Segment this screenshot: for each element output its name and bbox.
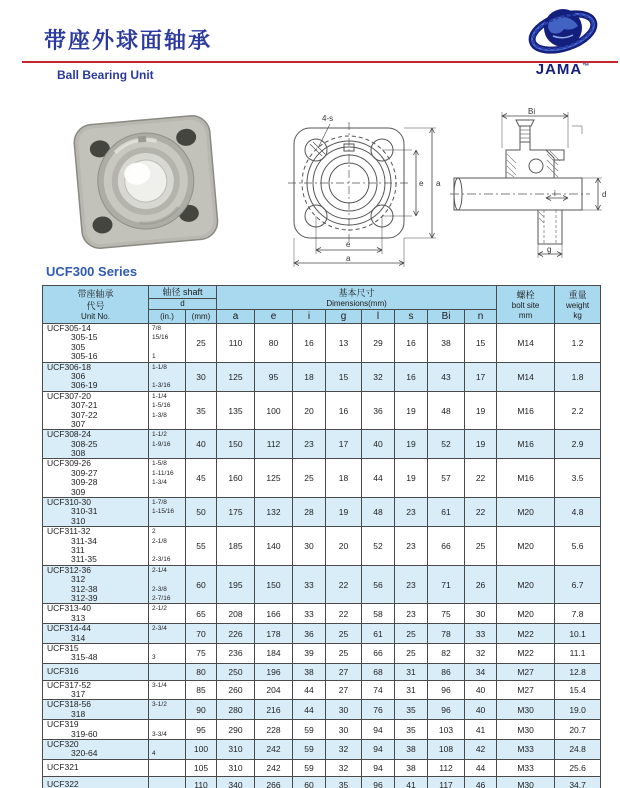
dim-g-cell: 30 bbox=[326, 700, 362, 720]
shaft-mm-cell: 30 bbox=[186, 362, 217, 391]
table-row bbox=[43, 604, 601, 624]
shaft-in-cell: 1-1/2 1-9/16 bbox=[149, 430, 186, 459]
globe-logo-icon bbox=[527, 2, 599, 60]
dim-Bi-cell: 38 bbox=[428, 324, 465, 363]
bolt-size-cell: M22 bbox=[497, 643, 555, 663]
shaft-in-cell: 1-1/4 1-5/16 1-3/8 bbox=[149, 391, 186, 430]
unit-no-cell: UCF306-18 306 306-19 bbox=[43, 362, 149, 391]
col-header-g: g bbox=[326, 310, 362, 324]
shaft-mm-cell: 60 bbox=[186, 565, 217, 604]
shaft-mm-cell: 80 bbox=[186, 663, 217, 680]
dim-a-cell: 185 bbox=[217, 527, 255, 566]
dim-Bi-cell: 96 bbox=[428, 680, 465, 700]
dim-Bi-cell: 71 bbox=[428, 565, 465, 604]
dim-e-cell: 216 bbox=[255, 700, 293, 720]
col-header-i: i bbox=[293, 310, 326, 324]
dim-e-cell: 80 bbox=[255, 324, 293, 363]
dim-g-cell: 25 bbox=[326, 624, 362, 644]
dim-g-cell: 27 bbox=[326, 680, 362, 700]
bolt-size-cell: M30 bbox=[497, 720, 555, 740]
weight-cell: 24.8 bbox=[555, 740, 601, 760]
col-header-s: s bbox=[395, 310, 428, 324]
shaft-in-cell: 3 bbox=[149, 643, 186, 663]
dim-s-cell: 19 bbox=[395, 459, 428, 498]
dim-g-cell: 27 bbox=[326, 663, 362, 680]
dim-a-cell: 160 bbox=[217, 459, 255, 498]
dim-s-cell: 31 bbox=[395, 663, 428, 680]
dim-a-cell: 260 bbox=[217, 680, 255, 700]
dim-s-cell: 19 bbox=[395, 391, 428, 430]
col-header-bolt: 螺栓 bolt site mm bbox=[497, 286, 555, 324]
shaft-mm-cell: 90 bbox=[186, 700, 217, 720]
dim-s-cell: 25 bbox=[395, 624, 428, 644]
dim-s-cell: 31 bbox=[395, 680, 428, 700]
dim-a-cell: 150 bbox=[217, 430, 255, 459]
dim-Bi-cell: 78 bbox=[428, 624, 465, 644]
dim-i-cell: 33 bbox=[293, 604, 326, 624]
dim-l-cell: 36 bbox=[362, 391, 395, 430]
dim-l-cell: 52 bbox=[362, 527, 395, 566]
section-view-drawing bbox=[450, 106, 612, 268]
dim-n-cell: 44 bbox=[465, 759, 497, 776]
section-dim-i: i bbox=[554, 189, 556, 198]
weight-cell: 34.7 bbox=[555, 776, 601, 788]
bolt-size-cell: M14 bbox=[497, 362, 555, 391]
dim-s-cell: 16 bbox=[395, 324, 428, 363]
dim-e-cell: 184 bbox=[255, 643, 293, 663]
dim-g-cell: 32 bbox=[326, 759, 362, 776]
dim-i-cell: 59 bbox=[293, 720, 326, 740]
shaft-in-cell: 3-1/4 bbox=[149, 680, 186, 700]
dim-Bi-cell: 82 bbox=[428, 643, 465, 663]
unit-no-cell: UCF312-36 312 312-38 312-39 bbox=[43, 565, 149, 604]
dim-i-cell: 44 bbox=[293, 680, 326, 700]
dim-Bi-cell: 108 bbox=[428, 740, 465, 760]
dim-a-cell: 135 bbox=[217, 391, 255, 430]
dim-Bi-cell: 96 bbox=[428, 700, 465, 720]
dim-l-cell: 76 bbox=[362, 700, 395, 720]
bolt-size-cell: M20 bbox=[497, 527, 555, 566]
brand-logo bbox=[520, 2, 606, 78]
dim-s-cell: 38 bbox=[395, 759, 428, 776]
shaft-in-cell: 1-7/8 1-15/16 bbox=[149, 498, 186, 527]
dim-n-cell: 40 bbox=[465, 700, 497, 720]
table-row bbox=[43, 680, 601, 700]
dim-l-cell: 74 bbox=[362, 680, 395, 700]
bolt-size-cell: M14 bbox=[497, 324, 555, 363]
weight-cell: 12.8 bbox=[555, 663, 601, 680]
dim-Bi-cell: 61 bbox=[428, 498, 465, 527]
dim-n-cell: 34 bbox=[465, 663, 497, 680]
dim-n-cell: 40 bbox=[465, 680, 497, 700]
weight-cell: 15.4 bbox=[555, 680, 601, 700]
col-header-weight: 重量 weight kg bbox=[555, 286, 601, 324]
table-row bbox=[43, 459, 601, 498]
dim-g-cell: 22 bbox=[326, 604, 362, 624]
dim-a-cell: 226 bbox=[217, 624, 255, 644]
dim-e-cell: 112 bbox=[255, 430, 293, 459]
dim-Bi-cell: 48 bbox=[428, 391, 465, 430]
col-header-mm: (mm) bbox=[186, 310, 217, 324]
dim-s-cell: 23 bbox=[395, 498, 428, 527]
dim-g-cell: 16 bbox=[326, 391, 362, 430]
weight-cell: 7.8 bbox=[555, 604, 601, 624]
shaft-mm-cell: 95 bbox=[186, 720, 217, 740]
series-title: UCF300 Series bbox=[46, 264, 138, 279]
dim-i-cell: 23 bbox=[293, 430, 326, 459]
dim-Bi-cell: 66 bbox=[428, 527, 465, 566]
brand-name: JAMA™ bbox=[535, 61, 591, 78]
dim-e-cell: 242 bbox=[255, 740, 293, 760]
dim-l-cell: 58 bbox=[362, 604, 395, 624]
dim-a-cell: 340 bbox=[217, 776, 255, 788]
dim-g-cell: 32 bbox=[326, 740, 362, 760]
weight-cell: 11.1 bbox=[555, 643, 601, 663]
dim-g-cell: 35 bbox=[326, 776, 362, 788]
unit-no-cell: UCF313-40 313 bbox=[43, 604, 149, 624]
shaft-mm-cell: 25 bbox=[186, 324, 217, 363]
bolt-size-cell: M20 bbox=[497, 498, 555, 527]
dim-a-cell: 310 bbox=[217, 759, 255, 776]
shaft-mm-cell: 40 bbox=[186, 430, 217, 459]
weight-cell: 25.6 bbox=[555, 759, 601, 776]
dim-s-cell: 41 bbox=[395, 776, 428, 788]
section-dim-bi: Bi bbox=[528, 107, 536, 116]
dim-n-cell: 42 bbox=[465, 740, 497, 760]
shaft-mm-cell: 55 bbox=[186, 527, 217, 566]
weight-cell: 10.1 bbox=[555, 624, 601, 644]
shaft-in-cell: 2-1/2 bbox=[149, 604, 186, 624]
shaft-in-cell: 2-1/4 2-3/8 2-7/16 bbox=[149, 565, 186, 604]
dim-a-cell: 110 bbox=[217, 324, 255, 363]
bolt-size-cell: M16 bbox=[497, 430, 555, 459]
dim-a-cell: 290 bbox=[217, 720, 255, 740]
bolt-size-cell: M33 bbox=[497, 740, 555, 760]
table-row bbox=[43, 565, 601, 604]
bolt-size-cell: M33 bbox=[497, 759, 555, 776]
weight-cell: 19.0 bbox=[555, 700, 601, 720]
dim-n-cell: 19 bbox=[465, 391, 497, 430]
dim-n-cell: 33 bbox=[465, 624, 497, 644]
dim-l-cell: 29 bbox=[362, 324, 395, 363]
dim-i-cell: 59 bbox=[293, 740, 326, 760]
dim-a-cell: 125 bbox=[217, 362, 255, 391]
unit-no-cell: UCF309-26 309-27 309-28 309 bbox=[43, 459, 149, 498]
bolt-size-cell: M27 bbox=[497, 680, 555, 700]
front-view-drawing bbox=[286, 112, 448, 270]
dim-i-cell: 39 bbox=[293, 643, 326, 663]
shaft-in-cell: 3-3/4 bbox=[149, 720, 186, 740]
dim-n-cell: 32 bbox=[465, 643, 497, 663]
col-header-bi: Bi bbox=[428, 310, 465, 324]
dim-Bi-cell: 52 bbox=[428, 430, 465, 459]
bolt-size-cell: M20 bbox=[497, 604, 555, 624]
dim-n-cell: 22 bbox=[465, 459, 497, 498]
col-header-d: d bbox=[149, 299, 217, 310]
shaft-mm-cell: 110 bbox=[186, 776, 217, 788]
col-header-e: e bbox=[255, 310, 293, 324]
table-row bbox=[43, 740, 601, 760]
bolt-size-cell: M30 bbox=[497, 700, 555, 720]
dim-a-cell: 175 bbox=[217, 498, 255, 527]
bolt-size-cell: M27 bbox=[497, 663, 555, 680]
unit-no-cell: UCF319 319-60 bbox=[43, 720, 149, 740]
shaft-mm-cell: 70 bbox=[186, 624, 217, 644]
dim-l-cell: 94 bbox=[362, 759, 395, 776]
dim-e-cell: 178 bbox=[255, 624, 293, 644]
table-row bbox=[43, 643, 601, 663]
unit-no-cell: UCF307-20 307-21 307-22 307 bbox=[43, 391, 149, 430]
unit-no-cell: UCF315 315-48 bbox=[43, 643, 149, 663]
table-row bbox=[43, 391, 601, 430]
dim-Bi-cell: 57 bbox=[428, 459, 465, 498]
dim-s-cell: 23 bbox=[395, 604, 428, 624]
dim-e-cell: 166 bbox=[255, 604, 293, 624]
dim-Bi-cell: 75 bbox=[428, 604, 465, 624]
table-row bbox=[43, 624, 601, 644]
bolt-size-cell: M22 bbox=[497, 624, 555, 644]
shaft-in-cell bbox=[149, 663, 186, 680]
dim-s-cell: 23 bbox=[395, 565, 428, 604]
dim-l-cell: 61 bbox=[362, 624, 395, 644]
dim-g-cell: 22 bbox=[326, 565, 362, 604]
dim-l-cell: 66 bbox=[362, 643, 395, 663]
table-row bbox=[43, 700, 601, 720]
dim-i-cell: 60 bbox=[293, 776, 326, 788]
dim-s-cell: 16 bbox=[395, 362, 428, 391]
dim-n-cell: 22 bbox=[465, 498, 497, 527]
dim-g-cell: 17 bbox=[326, 430, 362, 459]
dim-s-cell: 23 bbox=[395, 527, 428, 566]
dim-i-cell: 38 bbox=[293, 663, 326, 680]
dim-n-cell: 17 bbox=[465, 362, 497, 391]
dim-e-cell: 228 bbox=[255, 720, 293, 740]
weight-cell: 2.2 bbox=[555, 391, 601, 430]
dim-n-cell: 30 bbox=[465, 604, 497, 624]
shaft-in-cell: 3-1/2 bbox=[149, 700, 186, 720]
weight-cell: 2.9 bbox=[555, 430, 601, 459]
dim-s-cell: 25 bbox=[395, 643, 428, 663]
dim-e-cell: 140 bbox=[255, 527, 293, 566]
section-dim-g: g bbox=[547, 245, 552, 254]
weight-cell: 20.7 bbox=[555, 720, 601, 740]
shaft-mm-cell: 50 bbox=[186, 498, 217, 527]
front-dim-a-bottom: a bbox=[346, 254, 351, 263]
dim-g-cell: 18 bbox=[326, 459, 362, 498]
dim-l-cell: 44 bbox=[362, 459, 395, 498]
dim-i-cell: 33 bbox=[293, 565, 326, 604]
table-row bbox=[43, 527, 601, 566]
spec-table-body bbox=[43, 324, 601, 788]
dim-a-cell: 195 bbox=[217, 565, 255, 604]
shaft-mm-cell: 105 bbox=[186, 759, 217, 776]
unit-no-cell: UCF318-56 318 bbox=[43, 700, 149, 720]
dim-e-cell: 204 bbox=[255, 680, 293, 700]
dim-l-cell: 40 bbox=[362, 430, 395, 459]
shaft-mm-cell: 45 bbox=[186, 459, 217, 498]
dim-e-cell: 266 bbox=[255, 776, 293, 788]
col-header-in: (in.) bbox=[149, 310, 186, 324]
shaft-mm-cell: 100 bbox=[186, 740, 217, 760]
weight-cell: 3.5 bbox=[555, 459, 601, 498]
bolt-size-cell: M30 bbox=[497, 776, 555, 788]
unit-no-cell: UCF311-32 311-34 311 311-35 bbox=[43, 527, 149, 566]
dim-i-cell: 18 bbox=[293, 362, 326, 391]
table-row bbox=[43, 759, 601, 776]
dim-Bi-cell: 103 bbox=[428, 720, 465, 740]
dim-n-cell: 15 bbox=[465, 324, 497, 363]
weight-cell: 1.2 bbox=[555, 324, 601, 363]
dim-l-cell: 94 bbox=[362, 720, 395, 740]
weight-cell: 6.7 bbox=[555, 565, 601, 604]
unit-no-cell: UCF322 bbox=[43, 776, 149, 788]
trademark-symbol: ™ bbox=[582, 63, 591, 70]
unit-no-cell: UCF321 bbox=[43, 759, 149, 776]
dim-l-cell: 94 bbox=[362, 740, 395, 760]
dim-g-cell: 25 bbox=[326, 643, 362, 663]
dim-e-cell: 125 bbox=[255, 459, 293, 498]
dim-i-cell: 16 bbox=[293, 324, 326, 363]
dim-n-cell: 26 bbox=[465, 565, 497, 604]
unit-no-cell: UCF308-24 308-25 308 bbox=[43, 430, 149, 459]
dim-l-cell: 48 bbox=[362, 498, 395, 527]
dim-s-cell: 38 bbox=[395, 740, 428, 760]
table-row bbox=[43, 776, 601, 788]
unit-no-cell: UCF316 bbox=[43, 663, 149, 680]
shaft-in-cell: 7/8 15/16 1 bbox=[149, 324, 186, 363]
dim-e-cell: 132 bbox=[255, 498, 293, 527]
unit-no-cell: UCF305-14 305-15 305 305-16 bbox=[43, 324, 149, 363]
page-title-zh: 带座外球面轴承 bbox=[44, 28, 213, 53]
table-row bbox=[43, 362, 601, 391]
dim-e-cell: 100 bbox=[255, 391, 293, 430]
shaft-in-cell bbox=[149, 759, 186, 776]
bolt-size-cell: M20 bbox=[497, 565, 555, 604]
dim-i-cell: 28 bbox=[293, 498, 326, 527]
dim-n-cell: 25 bbox=[465, 527, 497, 566]
front-dim-e-right: e bbox=[419, 179, 424, 188]
col-header-a: a bbox=[217, 310, 255, 324]
col-header-n: n bbox=[465, 310, 497, 324]
bolt-size-cell: M16 bbox=[497, 459, 555, 498]
dim-a-cell: 310 bbox=[217, 740, 255, 760]
unit-no-cell: UCF320 320-64 bbox=[43, 740, 149, 760]
unit-no-cell: UCF310-30 310-31 310 bbox=[43, 498, 149, 527]
dim-n-cell: 41 bbox=[465, 720, 497, 740]
unit-no-cell: UCF317-52 317 bbox=[43, 680, 149, 700]
dim-s-cell: 35 bbox=[395, 700, 428, 720]
dim-i-cell: 20 bbox=[293, 391, 326, 430]
bolt-size-cell: M16 bbox=[497, 391, 555, 430]
dim-Bi-cell: 86 bbox=[428, 663, 465, 680]
page-title-en: Ball Bearing Unit bbox=[57, 68, 154, 82]
shaft-mm-cell: 35 bbox=[186, 391, 217, 430]
dim-l-cell: 32 bbox=[362, 362, 395, 391]
dim-s-cell: 35 bbox=[395, 720, 428, 740]
unit-no-cell: UCF314-44 314 bbox=[43, 624, 149, 644]
dim-g-cell: 19 bbox=[326, 498, 362, 527]
dim-i-cell: 59 bbox=[293, 759, 326, 776]
dim-a-cell: 236 bbox=[217, 643, 255, 663]
dim-a-cell: 280 bbox=[217, 700, 255, 720]
dim-g-cell: 15 bbox=[326, 362, 362, 391]
weight-cell: 4.8 bbox=[555, 498, 601, 527]
col-header-dimensions: 基本尺寸 Dimensions(mm) bbox=[217, 286, 497, 310]
dim-i-cell: 36 bbox=[293, 624, 326, 644]
dim-e-cell: 196 bbox=[255, 663, 293, 680]
shaft-in-cell: 1-5/8 1-11/16 1-3/4 bbox=[149, 459, 186, 498]
shaft-in-cell: 2 2-1/8 2-3/16 bbox=[149, 527, 186, 566]
dim-g-cell: 20 bbox=[326, 527, 362, 566]
shaft-in-cell: 2-3/4 bbox=[149, 624, 186, 644]
spec-table-head bbox=[43, 286, 601, 324]
dim-n-cell: 46 bbox=[465, 776, 497, 788]
dim-Bi-cell: 43 bbox=[428, 362, 465, 391]
shaft-in-cell: 1-1/8 1-3/16 bbox=[149, 362, 186, 391]
col-header-l: l bbox=[362, 310, 395, 324]
table-row bbox=[43, 663, 601, 680]
table-row bbox=[43, 498, 601, 527]
front-holes-label: 4-s bbox=[322, 114, 334, 123]
dim-s-cell: 19 bbox=[395, 430, 428, 459]
shaft-in-cell: 4 bbox=[149, 740, 186, 760]
weight-cell: 5.6 bbox=[555, 527, 601, 566]
table-row bbox=[43, 430, 601, 459]
dim-g-cell: 30 bbox=[326, 720, 362, 740]
dim-i-cell: 25 bbox=[293, 459, 326, 498]
table-row bbox=[43, 324, 601, 363]
dim-i-cell: 44 bbox=[293, 700, 326, 720]
table-row bbox=[43, 720, 601, 740]
col-header-unit-no: 带座轴承 代号 Unit No. bbox=[43, 286, 149, 324]
dim-l-cell: 96 bbox=[362, 776, 395, 788]
dim-e-cell: 242 bbox=[255, 759, 293, 776]
shaft-in-cell bbox=[149, 776, 186, 788]
bearing-photo bbox=[56, 112, 236, 254]
dim-n-cell: 19 bbox=[465, 430, 497, 459]
weight-cell: 1.8 bbox=[555, 362, 601, 391]
front-dim-e-bottom: e bbox=[346, 240, 351, 249]
section-dim-d: d bbox=[602, 190, 607, 199]
dim-a-cell: 208 bbox=[217, 604, 255, 624]
dim-i-cell: 30 bbox=[293, 527, 326, 566]
dim-g-cell: 13 bbox=[326, 324, 362, 363]
shaft-mm-cell: 85 bbox=[186, 680, 217, 700]
dim-Bi-cell: 117 bbox=[428, 776, 465, 788]
front-dim-a-right: a bbox=[436, 179, 441, 188]
dim-l-cell: 56 bbox=[362, 565, 395, 604]
dim-a-cell: 250 bbox=[217, 663, 255, 680]
shaft-mm-cell: 75 bbox=[186, 643, 217, 663]
col-header-shaft: 轴径 shaft bbox=[149, 286, 217, 299]
shaft-mm-cell: 65 bbox=[186, 604, 217, 624]
spec-table bbox=[42, 285, 601, 788]
dim-e-cell: 95 bbox=[255, 362, 293, 391]
dim-l-cell: 68 bbox=[362, 663, 395, 680]
dim-Bi-cell: 112 bbox=[428, 759, 465, 776]
dim-e-cell: 150 bbox=[255, 565, 293, 604]
